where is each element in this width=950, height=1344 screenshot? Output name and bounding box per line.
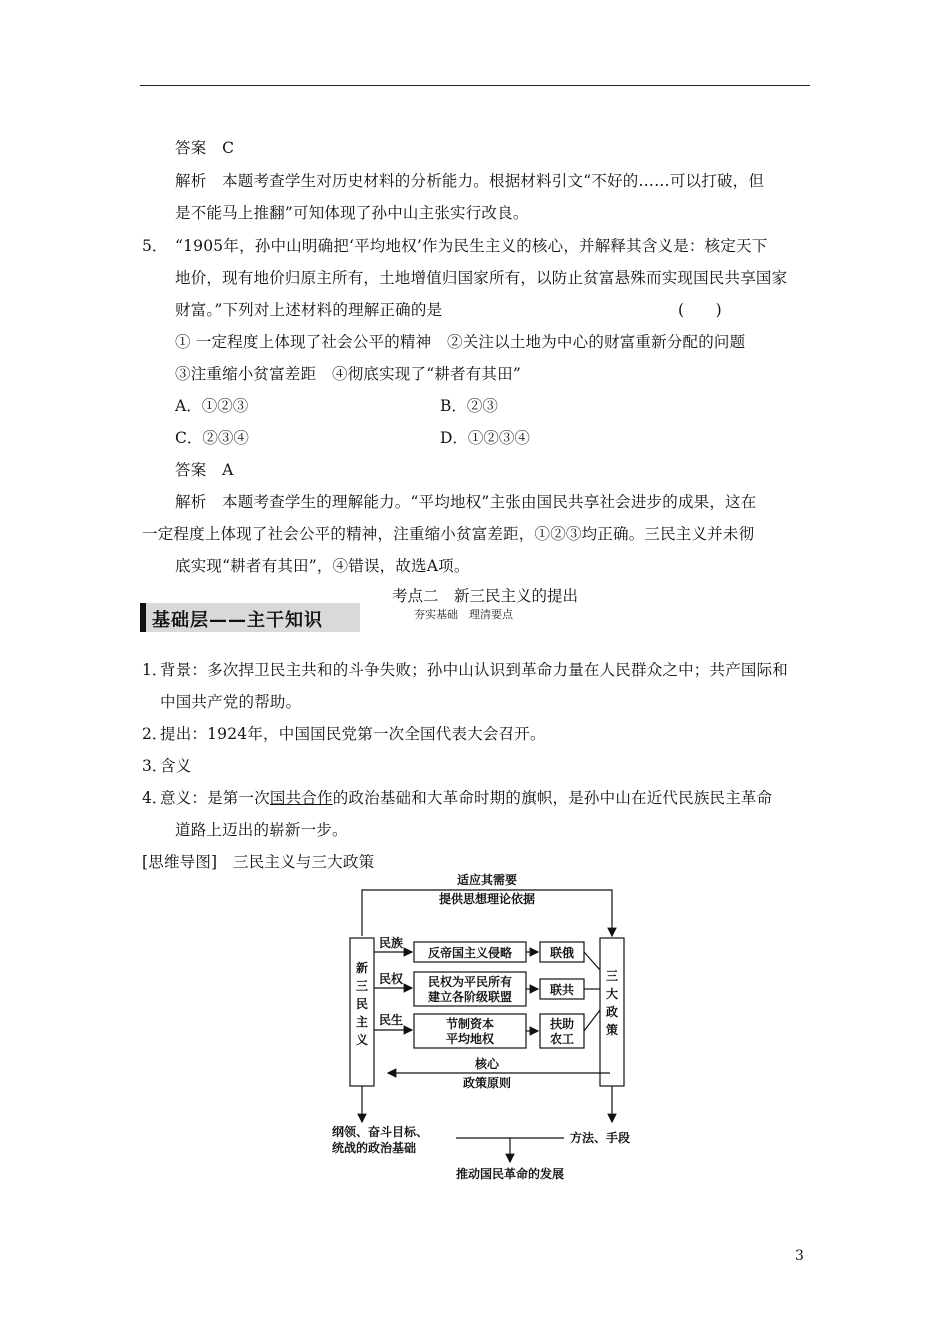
q5-answer: 答案 A: [175, 461, 234, 479]
guogong-hezuo-underlined: 国共合作: [269, 789, 333, 807]
label-core: 核心: [474, 1057, 500, 1071]
right-box-char: 策: [605, 1023, 619, 1037]
page-number: 3: [795, 1248, 804, 1264]
q4-answer: 答案 C: [175, 139, 235, 157]
bottom-left-label-2: 统战的政治基础: [332, 1141, 417, 1155]
bottom-left-label-1: 纲领、奋斗目标、: [332, 1125, 429, 1139]
q5-stem-line2: 地价，现有地价归原主所有，土地增值归国家所有，以防止贫富悬殊而实现国民共享国家: [175, 269, 788, 287]
point-2-line1: 提出：1924年，中国国民党第一次全国代表大会召开。: [160, 725, 546, 743]
point-4-number: 4．: [142, 789, 168, 807]
box-minsheng-text-2: 平均地权: [445, 1032, 495, 1046]
point-1-line1: 背景：多次捍卫民主共和的斗争失败；孙中山认识到革命力量在人民群众之中；共产国际和: [160, 661, 789, 679]
label-principle: 政策原则: [462, 1076, 512, 1090]
banner-text: 基础层——主干知识: [152, 610, 323, 631]
q5-option-d: D．①②③④: [440, 429, 530, 447]
q5-number: 5．: [142, 237, 168, 255]
mindmap-diagram: [330, 870, 640, 1190]
link-row3: [584, 1010, 600, 1031]
q5-option-a: A．①②③: [175, 397, 249, 415]
left-box-char: 主: [355, 1015, 369, 1029]
box-minquan-text-2: 建立各阶级联盟: [427, 990, 513, 1004]
right-box-char: 三: [605, 969, 619, 983]
point-3-number: 3．: [142, 757, 168, 775]
q5-analysis-line1: 解析 本题考查学生的理解能力。“平均地权”主张由国民共享社会进步的成果，这在: [175, 493, 757, 511]
mindmap-title: [思维导图] 三民主义与三大政策: [142, 853, 375, 871]
box-minquan-text-1: 民权为平民所有: [427, 975, 513, 989]
point-4-line1: 意义：是第一次国共合作的政治基础和大革命时期的旗帜，是孙中山在近代民族民主革命: [160, 789, 773, 807]
box-lian-gong-text: 联共: [549, 983, 575, 997]
q5-stem-line3: 财富。”下列对上述材料的理解正确的是: [175, 301, 443, 319]
section-title: 考点二 新三民主义的提出: [392, 587, 579, 605]
top-label-1: 适应其需要: [456, 873, 518, 887]
box-minsheng-text-1: 节制资本: [445, 1017, 495, 1031]
q5-analysis-line3: 底实现“耕者有其田”，④错误，故选A项。: [175, 557, 470, 575]
box-fuzhu-text-2: 农工: [549, 1032, 575, 1046]
header-rule: [140, 85, 810, 86]
right-box-char: 大: [605, 987, 619, 1001]
q5-stem-line1: “1905年，孙中山明确把‘平均地权’作为民生主义的核心，并解释其含义是：核定天下: [175, 237, 768, 255]
top-label-2: 提供思想理论依据: [438, 892, 536, 906]
bottom-right-label: 方法、手段: [570, 1131, 631, 1145]
q5-option-c: C．②③④: [175, 429, 249, 447]
q5-item-line2: ③注重缩小贫富差距 ④彻底实现了“耕者有其田”: [175, 365, 521, 383]
q4-analysis-line1: 解析 本题考查学生对历史材料的分析能力。根据材料引文“不好的……可以打破，但: [175, 172, 765, 190]
point-4-line2: 道路上迈出的崭新一步。: [175, 821, 348, 839]
banner-subtitle: 夯实基础 理清要点: [414, 608, 513, 621]
box-fandi-text: 反帝国主义侵略: [427, 946, 513, 960]
point-1-line2: 中国共产党的帮助。: [160, 693, 302, 711]
right-box-char: 政: [605, 1005, 619, 1019]
label-minsheng: 民生: [379, 1013, 404, 1027]
q5-item-line1: ① 一定程度上体现了社会公平的精神 ②关注以土地为中心的财富重新分配的问题: [175, 333, 746, 351]
point-3-line1: 含义: [160, 757, 192, 775]
link-row1: [584, 952, 600, 970]
box-lian-e-text: 联俄: [549, 946, 575, 960]
left-box-char: 三: [355, 979, 369, 993]
point-2-number: 2．: [142, 725, 168, 743]
q4-analysis-line2: 是不能马上推翻”可知体现了孙中山主张实行改良。: [175, 204, 529, 222]
left-box-char: 义: [355, 1033, 369, 1047]
point-1-number: 1．: [142, 661, 168, 679]
left-box-char: 民: [355, 997, 369, 1011]
label-minzu: 民族: [379, 936, 404, 950]
section-banner: [140, 603, 360, 632]
left-box-char: 新: [355, 961, 369, 975]
q5-analysis-line2: 一定程度上体现了社会公平的精神，注重缩小贫富差距，①②③均正确。三民主义并未彻: [142, 525, 755, 543]
q5-option-b: B．②③: [440, 397, 498, 415]
label-minquan: 民权: [379, 972, 404, 986]
box-fuzhu-text-1: 扶助: [549, 1017, 575, 1031]
q5-answer-paren: ( ): [678, 301, 722, 319]
bottom-label: 推动国民革命的发展: [455, 1167, 565, 1181]
